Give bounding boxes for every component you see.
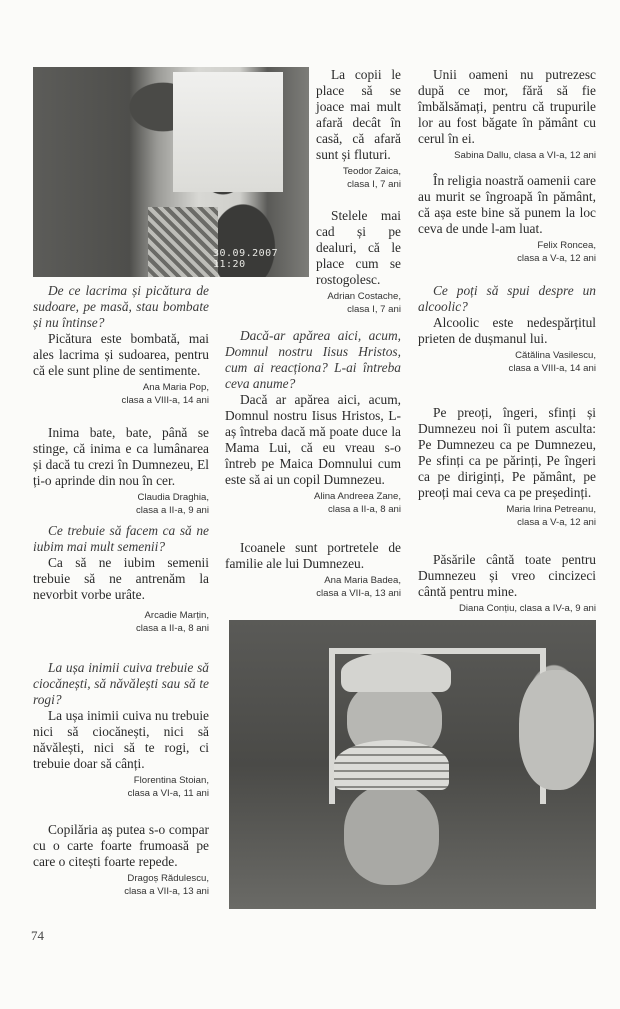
entry-inima — [33, 425, 209, 517]
author-class: clasa a VIII-a, 14 ani — [508, 363, 596, 374]
question-text: Ce poți să spui despre un alcoolic? — [418, 283, 596, 314]
entry-usa-inimii — [33, 660, 209, 800]
author-class: clasa a II-a, 8 ani — [135, 623, 209, 634]
photo-rug-region — [148, 207, 218, 277]
answer-text: La ușa inimii cuiva nu trebuie nici să ciocănești, nici să năvălești, nici să te rogi, ci trebuie doar să cânți. — [33, 708, 209, 771]
author-name-class: Sabina Dallu, clasa a VI-a, 12 ani — [454, 150, 596, 161]
author-name: Cătălina Vasilescu, — [515, 350, 596, 361]
author-name: Maria Irina Petreanu, — [506, 504, 596, 515]
author-class: clasa a VI-a, 11 ani — [127, 788, 209, 799]
answer-text: Dacă ar apărea aici, acum, Domnul nostru Iisus Hristos, L-aș întreba dacă mă poate duce la Mama Lui, că eu vreau s-o întreb pe Maica Domnului cum este să ai un copil Dumnezeu. — [225, 392, 401, 487]
entry-alcoolic — [418, 283, 596, 375]
answer-text: Pe preoți, îngeri, sfinți și Dumnezeu noi îi putem asculta: Pe Dumnezeu ca pe Dumnezeu, Pe sfinți ca pe părinți, Pe îngeri ca pe diriginți, Pe pământ, pe preoți mai ceva ca pe președinți. — [418, 405, 596, 500]
photo-child-hat — [334, 740, 449, 790]
entry-religia — [418, 173, 596, 265]
author-name: Teodor Zaica, — [342, 166, 401, 177]
author-name: Felix Roncea, — [537, 240, 596, 251]
question-text: Dacă-ar apărea aici, acum, Domnul nostru Iisus Hristos, cum ai reacționa? L-ai întreba ceva anume? — [225, 328, 401, 391]
entry-putrezesc — [418, 67, 596, 162]
photo-child-face — [344, 785, 439, 885]
entry-copilaria — [33, 822, 209, 898]
answer-text: Unii oameni nu putrezesc după ce mor, fără să fie îmbălsămați, pentru că trupurile lor au fost băgate în pământ cu cerul în ei. — [418, 67, 596, 146]
answer-text: Inima bate, bate, până se stinge, că inima e ca lumânarea și dacă tu crezi în Dumnezeu, El ți-o aprinde din nou în cer. — [33, 425, 209, 488]
author-name: Ana Maria Badea, — [324, 575, 401, 586]
author-class: clasa a V-a, 12 ani — [517, 517, 596, 528]
entry-preoti — [418, 405, 596, 529]
page-number: 74 — [31, 928, 44, 943]
photo-child-hat — [341, 652, 451, 692]
answer-text: Copilăria aș putea s-o compar cu o carte foarte frumoasă pe care o citești foarte repede. — [33, 822, 209, 869]
author-class: clasa I, 7 ani — [347, 179, 401, 190]
photo-children-looking-up — [229, 620, 596, 909]
author-name: Dragoș Rădulescu, — [127, 873, 209, 884]
answer-text: Ca să ne iubim semenii trebuie să ne antrenăm la nevorbit vorbe urâte. — [33, 555, 209, 602]
author-name: Adrian Costache, — [327, 291, 401, 302]
photo-timestamp: 30.09.2007 11:20 — [213, 248, 279, 270]
answer-text: Icoanele sunt portretele de familie ale lui Dumnezeu. — [225, 540, 401, 571]
author-name: Claudia Draghia, — [137, 492, 209, 503]
author-class: clasa a VIII-a, 14 ani — [121, 395, 209, 406]
author-class: clasa a VII-a, 13 ani — [316, 588, 401, 599]
question-text: De ce lacrima și picătura de sudoare, pe masă, stau bombate și nu întinse? — [33, 283, 209, 330]
author-class: clasa a V-a, 12 ani — [517, 253, 596, 264]
author-class: clasa a II-a, 8 ani — [327, 504, 401, 515]
photo-child-with-adult — [33, 67, 309, 277]
answer-text: Alcoolic este nedespărțitul prieten de dușmanul lui. — [418, 315, 596, 346]
author-name: Ana Maria Pop, — [142, 382, 209, 393]
entry-stelele — [316, 208, 401, 316]
entry-pasarile — [418, 552, 596, 615]
photo-child-face — [519, 670, 594, 790]
answer-text: La copii le place să se joace mai mult afară decât în casă, că afară sunt și fluturi. — [316, 67, 401, 162]
author-name: Arcadie Marțin, — [144, 610, 209, 621]
author-name: Alina Andreea Zane, — [314, 491, 401, 502]
entry-fluturi — [316, 67, 401, 191]
entry-icoanele — [225, 540, 401, 600]
entry-lacrima — [33, 283, 209, 407]
answer-text: Picătura este bombată, mai ales lacrima și sudoarea, pentru că ele sunt pline de sentimente. — [33, 331, 209, 378]
entry-iisus — [225, 328, 401, 516]
answer-text: În religia noastră oamenii care au murit se îngroapă în pământ, că așa este bine să punem la loc ceva de unde l-am luat. — [418, 173, 596, 236]
answer-text: Păsările cântă toate pentru Dumnezeu și vreo cincizeci cântă pentru mine. — [418, 552, 596, 599]
photo-window-region — [173, 72, 283, 192]
author-name-class: Diana Conțiu, clasa a IV-a, 9 ani — [458, 603, 596, 614]
author-class: clasa a II-a, 9 ani — [135, 505, 209, 516]
answer-text: Stelele mai cad și pe dealuri, că le place cum se rostogolesc. — [316, 208, 401, 287]
author-name: Florentina Stoian, — [133, 775, 209, 786]
entry-semenii — [33, 523, 209, 635]
question-text: Ce trebuie să facem ca să ne iubim mai mult semenii? — [33, 523, 209, 554]
author-class: clasa I, 7 ani — [347, 304, 401, 315]
question-text: La ușa inimii cuiva trebuie să ciocănești, să năvălești sau să te rogi? — [33, 660, 209, 707]
author-class: clasa a VII-a, 13 ani — [124, 886, 209, 897]
